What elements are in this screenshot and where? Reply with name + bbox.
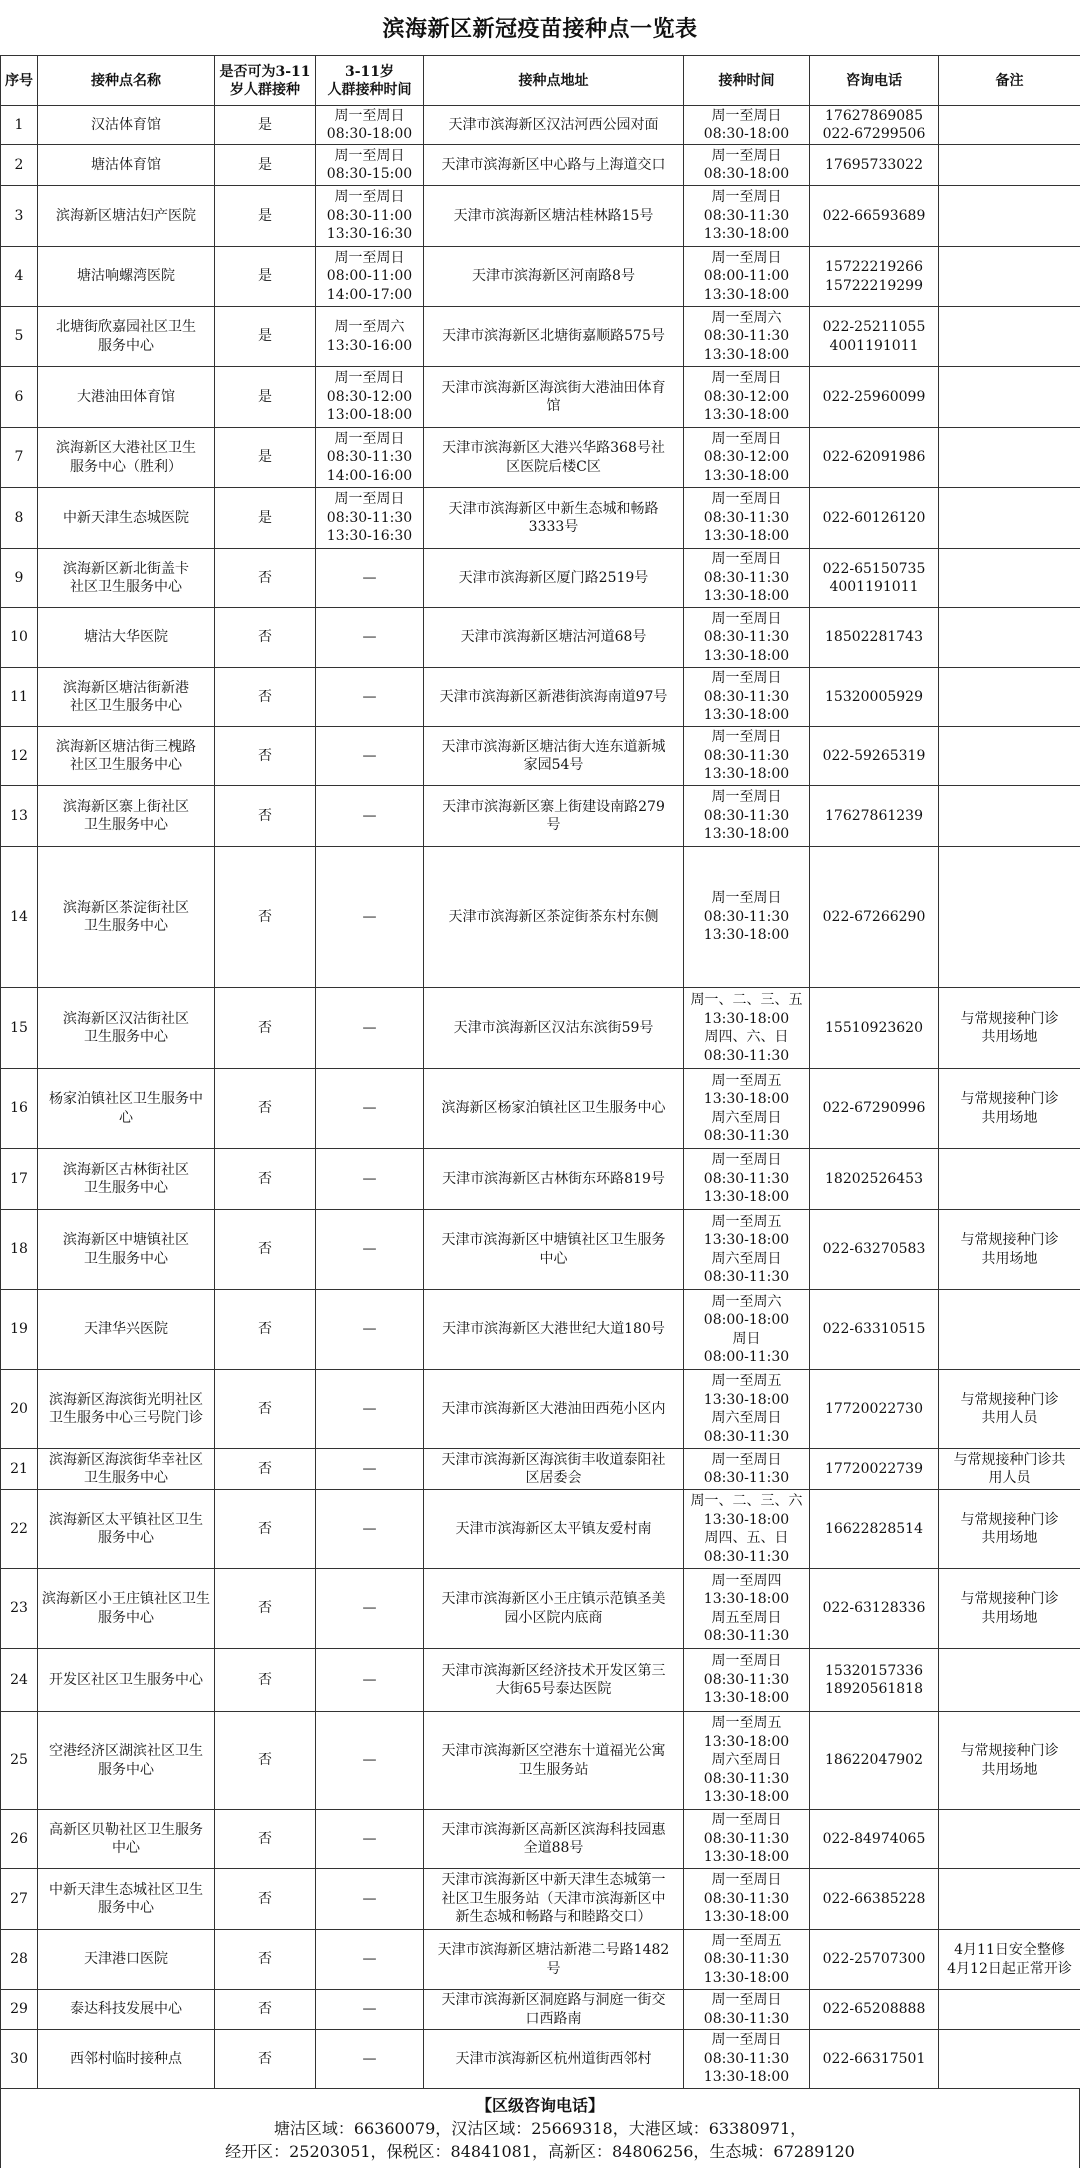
cell-phone: 022-67290996 xyxy=(810,1069,939,1149)
cell-no: 12 xyxy=(1,727,38,786)
cell-site-name: 滨海新区太平镇社区卫生 服务中心 xyxy=(38,1490,215,1569)
cell-address: 滨海新区杨家泊镇社区卫生服务中心 xyxy=(424,1069,684,1149)
table-row xyxy=(1,1810,1080,1869)
cell-kids-eligible: 否 xyxy=(215,2030,316,2089)
cell-kids-hours: — xyxy=(316,786,424,847)
cell-no: 19 xyxy=(1,1290,38,1370)
cell-kids-eligible: 否 xyxy=(215,549,316,608)
cell-note: 与常规接种门诊 共用场地 xyxy=(939,1712,1080,1810)
cell-kids-eligible: 否 xyxy=(215,1290,316,1370)
cell-hours: 周一至周六 08:00-18:00 周日 08:00-11:30 xyxy=(684,1290,810,1370)
cell-kids-eligible: 是 xyxy=(215,247,316,307)
cell-phone: 17720022739 xyxy=(810,1449,939,1490)
table-row xyxy=(1,186,1080,247)
table-row xyxy=(1,1449,1080,1490)
cell-kids-eligible: 是 xyxy=(215,186,316,247)
cell-note xyxy=(939,106,1080,145)
cell-address: 天津市滨海新区经济技术开发区第三 大街65号泰达医院 xyxy=(424,1649,684,1712)
table-row xyxy=(1,727,1080,786)
cell-address: 天津市滨海新区塘沽河道68号 xyxy=(424,608,684,668)
cell-site-name: 滨海新区古林街社区 卫生服务中心 xyxy=(38,1149,215,1210)
cell-phone: 18202526453 xyxy=(810,1149,939,1210)
cell-no: 25 xyxy=(1,1712,38,1810)
cell-kids-eligible: 否 xyxy=(215,1490,316,1569)
cell-note xyxy=(939,1649,1080,1712)
table-row xyxy=(1,1869,1080,1930)
cell-no: 5 xyxy=(1,307,38,367)
cell-site-name: 开发区社区卫生服务中心 xyxy=(38,1649,215,1712)
cell-address: 天津市滨海新区中心路与上海道交口 xyxy=(424,145,684,186)
cell-address: 天津市滨海新区高新区滨海科技园惠 全道88号 xyxy=(424,1810,684,1869)
cell-site-name: 大港油田体育馆 xyxy=(38,367,215,428)
cell-hours: 周一至周日 08:30-11:30 13:30-18:00 xyxy=(684,549,810,608)
cell-phone: 17720022730 xyxy=(810,1370,939,1449)
cell-kids-eligible: 否 xyxy=(215,608,316,668)
cell-site-name: 北塘街欣嘉园社区卫生 服务中心 xyxy=(38,307,215,367)
table-row xyxy=(1,367,1080,428)
cell-address: 天津市滨海新区大港世纪大道180号 xyxy=(424,1290,684,1370)
table-row xyxy=(1,488,1080,549)
cell-phone: 022-66593689 xyxy=(810,186,939,247)
cell-no: 21 xyxy=(1,1449,38,1490)
table-row xyxy=(1,668,1080,727)
table-row xyxy=(1,1069,1080,1149)
table-body xyxy=(1,106,1080,2089)
cell-kids-eligible: 否 xyxy=(215,1930,316,1990)
cell-address: 天津市滨海新区汉沽河西公园对面 xyxy=(424,106,684,145)
cell-kids-hours: — xyxy=(316,847,424,988)
cell-note: 与常规接种门诊 共用场地 xyxy=(939,1490,1080,1569)
cell-address: 天津市滨海新区海滨街丰收道泰阳社 区居委会 xyxy=(424,1449,684,1490)
cell-hours: 周一至周五 13:30-18:00 周六至周日 08:30-11:30 xyxy=(684,1210,810,1290)
cell-site-name: 汉沽体育馆 xyxy=(38,106,215,145)
cell-kids-eligible: 否 xyxy=(215,1149,316,1210)
cell-no: 16 xyxy=(1,1069,38,1149)
cell-kids-hours: — xyxy=(316,1930,424,1990)
cell-address: 天津市滨海新区大港兴华路368号社 区医院后楼C区 xyxy=(424,428,684,488)
cell-phone: 18622047902 xyxy=(810,1712,939,1810)
table-row xyxy=(1,1649,1080,1712)
cell-note xyxy=(939,2030,1080,2089)
cell-address: 天津市滨海新区中塘镇社区卫生服务 中心 xyxy=(424,1210,684,1290)
cell-hours: 周一至周日 08:30-11:30 13:30-18:00 xyxy=(684,1810,810,1869)
cell-no: 7 xyxy=(1,428,38,488)
cell-phone: 022-63310515 xyxy=(810,1290,939,1370)
cell-no: 2 xyxy=(1,145,38,186)
cell-kids-hours: 周一至周日 08:00-11:00 14:00-17:00 xyxy=(316,247,424,307)
cell-no: 30 xyxy=(1,2030,38,2089)
cell-phone: 022-67266290 xyxy=(810,847,939,988)
table-row xyxy=(1,1490,1080,1569)
cell-hours: 周一至周日 08:30-18:00 xyxy=(684,106,810,145)
cell-note xyxy=(939,608,1080,668)
cell-kids-hours: — xyxy=(316,1712,424,1810)
cell-kids-eligible: 否 xyxy=(215,1990,316,2030)
table-row xyxy=(1,1370,1080,1449)
cell-kids-hours: — xyxy=(316,1569,424,1649)
header-kids-hours: 3-11岁 人群接种时间 xyxy=(316,56,424,106)
table-row xyxy=(1,247,1080,307)
cell-kids-hours: — xyxy=(316,727,424,786)
cell-kids-hours: — xyxy=(316,2030,424,2089)
cell-note xyxy=(939,186,1080,247)
cell-address: 天津市滨海新区大港油田西苑小区内 xyxy=(424,1370,684,1449)
cell-site-name: 天津华兴医院 xyxy=(38,1290,215,1370)
cell-kids-eligible: 是 xyxy=(215,145,316,186)
cell-note xyxy=(939,668,1080,727)
header-note: 备注 xyxy=(939,56,1080,106)
cell-site-name: 滨海新区茶淀街社区 卫生服务中心 xyxy=(38,847,215,988)
cell-phone: 022-66385228 xyxy=(810,1869,939,1930)
cell-no: 27 xyxy=(1,1869,38,1930)
cell-site-name: 塘沽大华医院 xyxy=(38,608,215,668)
cell-kids-hours: — xyxy=(316,608,424,668)
cell-site-name: 空港经济区湖滨社区卫生 服务中心 xyxy=(38,1712,215,1810)
cell-note xyxy=(939,847,1080,988)
cell-address: 天津市滨海新区中新生态城和畅路 3333号 xyxy=(424,488,684,549)
cell-kids-hours: 周一至周日 08:30-12:00 13:00-18:00 xyxy=(316,367,424,428)
cell-kids-hours: — xyxy=(316,1370,424,1449)
cell-hours: 周一至周日 08:30-11:30 xyxy=(684,1990,810,2030)
table-row xyxy=(1,549,1080,608)
cell-no: 6 xyxy=(1,367,38,428)
cell-address: 天津市滨海新区河南路8号 xyxy=(424,247,684,307)
cell-address: 天津市滨海新区茶淀街茶东村东侧 xyxy=(424,847,684,988)
cell-hours: 周一至周日 08:30-12:00 13:30-18:00 xyxy=(684,367,810,428)
cell-no: 20 xyxy=(1,1370,38,1449)
cell-kids-eligible: 否 xyxy=(215,727,316,786)
cell-phone: 022-25960099 xyxy=(810,367,939,428)
cell-note: 与常规接种门诊 共用场地 xyxy=(939,1569,1080,1649)
cell-kids-eligible: 是 xyxy=(215,307,316,367)
table-row xyxy=(1,2030,1080,2089)
cell-phone: 022-25211055 4001191011 xyxy=(810,307,939,367)
cell-kids-hours: 周一至周日 08:30-15:00 xyxy=(316,145,424,186)
cell-address: 天津市滨海新区小王庄镇示范镇圣美 园小区院内底商 xyxy=(424,1569,684,1649)
cell-phone: 022-65150735 4001191011 xyxy=(810,549,939,608)
cell-address: 天津市滨海新区古林街东环路819号 xyxy=(424,1149,684,1210)
cell-note xyxy=(939,145,1080,186)
cell-kids-hours: — xyxy=(316,1649,424,1712)
cell-phone: 022-62091986 xyxy=(810,428,939,488)
cell-no: 10 xyxy=(1,608,38,668)
cell-hours: 周一至周五 13:30-18:00 周六至周日 08:30-11:30 13:30-18:00 xyxy=(684,1712,810,1810)
table-row xyxy=(1,1569,1080,1649)
cell-hours: 周一至周五 13:30-18:00 周六至周日 08:30-11:30 xyxy=(684,1069,810,1149)
cell-no: 24 xyxy=(1,1649,38,1712)
cell-hours: 周一至周日 08:30-11:30 13:30-18:00 xyxy=(684,488,810,549)
cell-site-name: 滨海新区塘沽妇产医院 xyxy=(38,186,215,247)
cell-phone: 17627869085 022-67299506 xyxy=(810,106,939,145)
cell-phone: 022-60126120 xyxy=(810,488,939,549)
cell-kids-hours: — xyxy=(316,1490,424,1569)
cell-hours: 周一至周四 13:30-18:00 周五至周日 08:30-11:30 xyxy=(684,1569,810,1649)
cell-no: 18 xyxy=(1,1210,38,1290)
cell-phone: 022-59265319 xyxy=(810,727,939,786)
cell-note xyxy=(939,549,1080,608)
cell-kids-hours: 周一至周日 08:30-18:00 xyxy=(316,106,424,145)
cell-note xyxy=(939,727,1080,786)
cell-site-name: 中新天津生态城社区卫生 服务中心 xyxy=(38,1869,215,1930)
header-address: 接种点地址 xyxy=(424,56,684,106)
cell-note xyxy=(939,247,1080,307)
cell-note xyxy=(939,1290,1080,1370)
header-site-name: 接种点名称 xyxy=(38,56,215,106)
cell-note: 与常规接种门诊共 用人员 xyxy=(939,1449,1080,1490)
cell-kids-eligible: 否 xyxy=(215,1449,316,1490)
cell-note xyxy=(939,1810,1080,1869)
cell-hours: 周一至周日 08:30-18:00 xyxy=(684,145,810,186)
cell-no: 22 xyxy=(1,1490,38,1569)
cell-phone: 15320005929 xyxy=(810,668,939,727)
footer-hotlines xyxy=(0,2089,1080,2168)
cell-hours: 周一、二、三、五 13:30-18:00 周四、六、日 08:30-11:30 xyxy=(684,988,810,1069)
cell-hours: 周一、二、三、六 13:30-18:00 周四、五、日 08:30-11:30 xyxy=(684,1490,810,1569)
cell-no: 23 xyxy=(1,1569,38,1649)
cell-no: 8 xyxy=(1,488,38,549)
cell-no: 11 xyxy=(1,668,38,727)
cell-no: 13 xyxy=(1,786,38,847)
cell-hours: 周一至周六 08:30-11:30 13:30-18:00 xyxy=(684,307,810,367)
cell-address: 天津市滨海新区寨上街建设南路279 号 xyxy=(424,786,684,847)
cell-kids-hours: — xyxy=(316,1810,424,1869)
cell-note xyxy=(939,428,1080,488)
cell-phone: 022-84974065 xyxy=(810,1810,939,1869)
cell-hours: 周一至周日 08:30-11:30 13:30-18:00 xyxy=(684,186,810,247)
cell-note xyxy=(939,307,1080,367)
cell-site-name: 滨海新区小王庄镇社区卫生 服务中心 xyxy=(38,1569,215,1649)
cell-site-name: 中新天津生态城医院 xyxy=(38,488,215,549)
cell-kids-eligible: 是 xyxy=(215,106,316,145)
cell-site-name: 塘沽响螺湾医院 xyxy=(38,247,215,307)
cell-phone: 022-65208888 xyxy=(810,1990,939,2030)
cell-kids-hours: — xyxy=(316,988,424,1069)
cell-kids-hours: 周一至周日 08:30-11:30 14:00-16:00 xyxy=(316,428,424,488)
cell-kids-hours: — xyxy=(316,549,424,608)
page-title: 滨海新区新冠疫苗接种点一览表 xyxy=(382,16,698,42)
cell-kids-eligible: 否 xyxy=(215,786,316,847)
cell-phone: 17695733022 xyxy=(810,145,939,186)
cell-kids-hours: 周一至周日 08:30-11:00 13:30-16:30 xyxy=(316,186,424,247)
cell-kids-eligible: 是 xyxy=(215,367,316,428)
cell-hours: 周一至周日 08:30-11:30 13:30-18:00 xyxy=(684,1869,810,1930)
cell-hours: 周一至周日 08:30-11:30 13:30-18:00 xyxy=(684,608,810,668)
cell-address: 天津市滨海新区洞庭路与洞庭一街交 口西路南 xyxy=(424,1990,684,2030)
cell-kids-hours: — xyxy=(316,1149,424,1210)
table-row xyxy=(1,1930,1080,1990)
table-row xyxy=(1,1712,1080,1810)
table-row xyxy=(1,307,1080,367)
cell-kids-eligible: 否 xyxy=(215,668,316,727)
cell-kids-eligible: 否 xyxy=(215,1810,316,1869)
table-row xyxy=(1,1990,1080,2030)
cell-site-name: 泰达科技发展中心 xyxy=(38,1990,215,2030)
header-kids-eligible: 是否可为3-11 岁人群接种 xyxy=(215,56,316,106)
cell-phone: 18502281743 xyxy=(810,608,939,668)
cell-note xyxy=(939,786,1080,847)
cell-hours: 周一至周日 08:30-11:30 13:30-18:00 xyxy=(684,1649,810,1712)
cell-note xyxy=(939,488,1080,549)
cell-site-name: 天津港口医院 xyxy=(38,1930,215,1990)
cell-note: 4月11日安全整修 4月12日起正常开诊 xyxy=(939,1930,1080,1990)
cell-note: 与常规接种门诊 共用场地 xyxy=(939,1069,1080,1149)
cell-kids-hours: — xyxy=(316,1449,424,1490)
cell-address: 天津市滨海新区塘沽桂林路15号 xyxy=(424,186,684,247)
cell-kids-eligible: 否 xyxy=(215,1370,316,1449)
cell-address: 天津市滨海新区空港东十道福光公寓 卫生服务站 xyxy=(424,1712,684,1810)
cell-no: 26 xyxy=(1,1810,38,1869)
cell-phone: 022-66317501 xyxy=(810,2030,939,2089)
cell-hours: 周一至周日 08:30-12:00 13:30-18:00 xyxy=(684,428,810,488)
cell-address: 天津市滨海新区海滨街大港油田体育 馆 xyxy=(424,367,684,428)
cell-kids-hours: 周一至周六 13:30-16:00 xyxy=(316,307,424,367)
cell-hours: 周一至周日 08:30-11:30 13:30-18:00 xyxy=(684,668,810,727)
cell-kids-eligible: 否 xyxy=(215,1569,316,1649)
table-row xyxy=(1,608,1080,668)
cell-phone: 17627861239 xyxy=(810,786,939,847)
cell-site-name: 杨家泊镇社区卫生服务中 心 xyxy=(38,1069,215,1149)
table-row xyxy=(1,847,1080,988)
cell-hours: 周一至周日 08:30-11:30 13:30-18:00 xyxy=(684,727,810,786)
cell-address: 天津市滨海新区杭州道街西邻村 xyxy=(424,2030,684,2089)
cell-site-name: 高新区贝勒社区卫生服务 中心 xyxy=(38,1810,215,1869)
cell-kids-eligible: 否 xyxy=(215,988,316,1069)
cell-phone: 022-25707300 xyxy=(810,1930,939,1990)
cell-site-name: 滨海新区塘沽街新港 社区卫生服务中心 xyxy=(38,668,215,727)
cell-no: 28 xyxy=(1,1930,38,1990)
cell-note: 与常规接种门诊 共用人员 xyxy=(939,1370,1080,1449)
cell-kids-eligible: 否 xyxy=(215,1069,316,1149)
cell-hours: 周一至周日 08:30-11:30 13:30-18:00 xyxy=(684,2030,810,2089)
cell-site-name: 滨海新区塘沽街三槐路 社区卫生服务中心 xyxy=(38,727,215,786)
cell-site-name: 滨海新区海滨街华幸社区 卫生服务中心 xyxy=(38,1449,215,1490)
cell-kids-hours: — xyxy=(316,1869,424,1930)
cell-address: 天津市滨海新区中新天津生态城第一 社区卫生服务站（天津市滨海新区中 新生态城和畅路与和睦路交口） xyxy=(424,1869,684,1930)
cell-phone: 15510923620 xyxy=(810,988,939,1069)
cell-hours: 周一至周日 08:30-11:30 13:30-18:00 xyxy=(684,1149,810,1210)
cell-kids-eligible: 否 xyxy=(215,1869,316,1930)
cell-kids-hours: — xyxy=(316,668,424,727)
cell-site-name: 滨海新区中塘镇社区 卫生服务中心 xyxy=(38,1210,215,1290)
table-row xyxy=(1,786,1080,847)
cell-kids-hours: — xyxy=(316,1069,424,1149)
cell-no: 3 xyxy=(1,186,38,247)
cell-hours: 周一至周日 08:30-11:30 xyxy=(684,1449,810,1490)
cell-note xyxy=(939,1869,1080,1930)
vaccination-sites-table xyxy=(0,55,1080,2089)
cell-hours: 周一至周五 13:30-18:00 周六至周日 08:30-11:30 xyxy=(684,1370,810,1449)
cell-note xyxy=(939,367,1080,428)
cell-note xyxy=(939,1990,1080,2030)
cell-no: 9 xyxy=(1,549,38,608)
cell-address: 天津市滨海新区塘沽新港二号路1482 号 xyxy=(424,1930,684,1990)
cell-site-name: 滨海新区汉沽街社区 卫生服务中心 xyxy=(38,988,215,1069)
footer-heading: 【区级咨询电话】 xyxy=(475,2096,604,2115)
table-row xyxy=(1,1149,1080,1210)
cell-kids-hours: — xyxy=(316,1290,424,1370)
cell-phone: 15320157336 18920561818 xyxy=(810,1649,939,1712)
footer-line: 塘沽区域：66360079，汉沽区域：25669318，大港区域：63380971， xyxy=(273,2119,807,2138)
cell-phone: 022-63128336 xyxy=(810,1569,939,1649)
cell-no: 4 xyxy=(1,247,38,307)
cell-note xyxy=(939,1149,1080,1210)
table-header-row xyxy=(1,56,1080,106)
header-phone: 咨询电话 xyxy=(810,56,939,106)
table-row xyxy=(1,988,1080,1069)
cell-hours: 周一至周日 08:30-11:30 13:30-18:00 xyxy=(684,786,810,847)
cell-site-name: 滨海新区寨上街社区 卫生服务中心 xyxy=(38,786,215,847)
cell-site-name: 滨海新区新北街盖卡 社区卫生服务中心 xyxy=(38,549,215,608)
table-row xyxy=(1,1210,1080,1290)
cell-site-name: 塘沽体育馆 xyxy=(38,145,215,186)
cell-kids-eligible: 是 xyxy=(215,428,316,488)
table-row xyxy=(1,428,1080,488)
cell-phone: 022-63270583 xyxy=(810,1210,939,1290)
cell-note: 与常规接种门诊 共用场地 xyxy=(939,988,1080,1069)
cell-site-name: 西邻村临时接种点 xyxy=(38,2030,215,2089)
cell-kids-hours: 周一至周日 08:30-11:30 13:30-16:30 xyxy=(316,488,424,549)
cell-address: 天津市滨海新区北塘街嘉顺路575号 xyxy=(424,307,684,367)
cell-address: 天津市滨海新区塘沽街大连东道新城 家园54号 xyxy=(424,727,684,786)
footer-line: 经开区：25203051，保税区：84841081，高新区：84806256，生态城：67289120 xyxy=(225,2142,855,2161)
cell-no: 1 xyxy=(1,106,38,145)
cell-phone: 16622828514 xyxy=(810,1490,939,1569)
cell-hours: 周一至周五 08:30-11:30 13:30-18:00 xyxy=(684,1930,810,1990)
cell-site-name: 滨海新区海滨街光明社区 卫生服务中心三号院门诊 xyxy=(38,1370,215,1449)
cell-kids-eligible: 否 xyxy=(215,847,316,988)
cell-no: 15 xyxy=(1,988,38,1069)
cell-hours: 周一至周日 08:30-11:30 13:30-18:00 xyxy=(684,847,810,988)
cell-address: 天津市滨海新区汉沽东滨街59号 xyxy=(424,988,684,1069)
cell-kids-hours: — xyxy=(316,1210,424,1290)
cell-kids-eligible: 否 xyxy=(215,1712,316,1810)
cell-phone: 15722219266 15722219299 xyxy=(810,247,939,307)
cell-kids-eligible: 否 xyxy=(215,1649,316,1712)
cell-hours: 周一至周日 08:00-11:00 13:30-18:00 xyxy=(684,247,810,307)
header-no: 序号 xyxy=(1,56,38,106)
cell-no: 14 xyxy=(1,847,38,988)
cell-kids-eligible: 是 xyxy=(215,488,316,549)
table-row xyxy=(1,1290,1080,1370)
cell-address: 天津市滨海新区太平镇友爱村南 xyxy=(424,1490,684,1569)
header-hours: 接种时间 xyxy=(684,56,810,106)
cell-address: 天津市滨海新区厦门路2519号 xyxy=(424,549,684,608)
cell-address: 天津市滨海新区新港街滨海南道97号 xyxy=(424,668,684,727)
cell-no: 29 xyxy=(1,1990,38,2030)
cell-site-name: 滨海新区大港社区卫生 服务中心（胜利） xyxy=(38,428,215,488)
cell-no: 17 xyxy=(1,1149,38,1210)
table-row xyxy=(1,106,1080,145)
cell-note: 与常规接种门诊 共用场地 xyxy=(939,1210,1080,1290)
table-row xyxy=(1,145,1080,186)
cell-kids-hours: — xyxy=(316,1990,424,2030)
cell-kids-eligible: 否 xyxy=(215,1210,316,1290)
